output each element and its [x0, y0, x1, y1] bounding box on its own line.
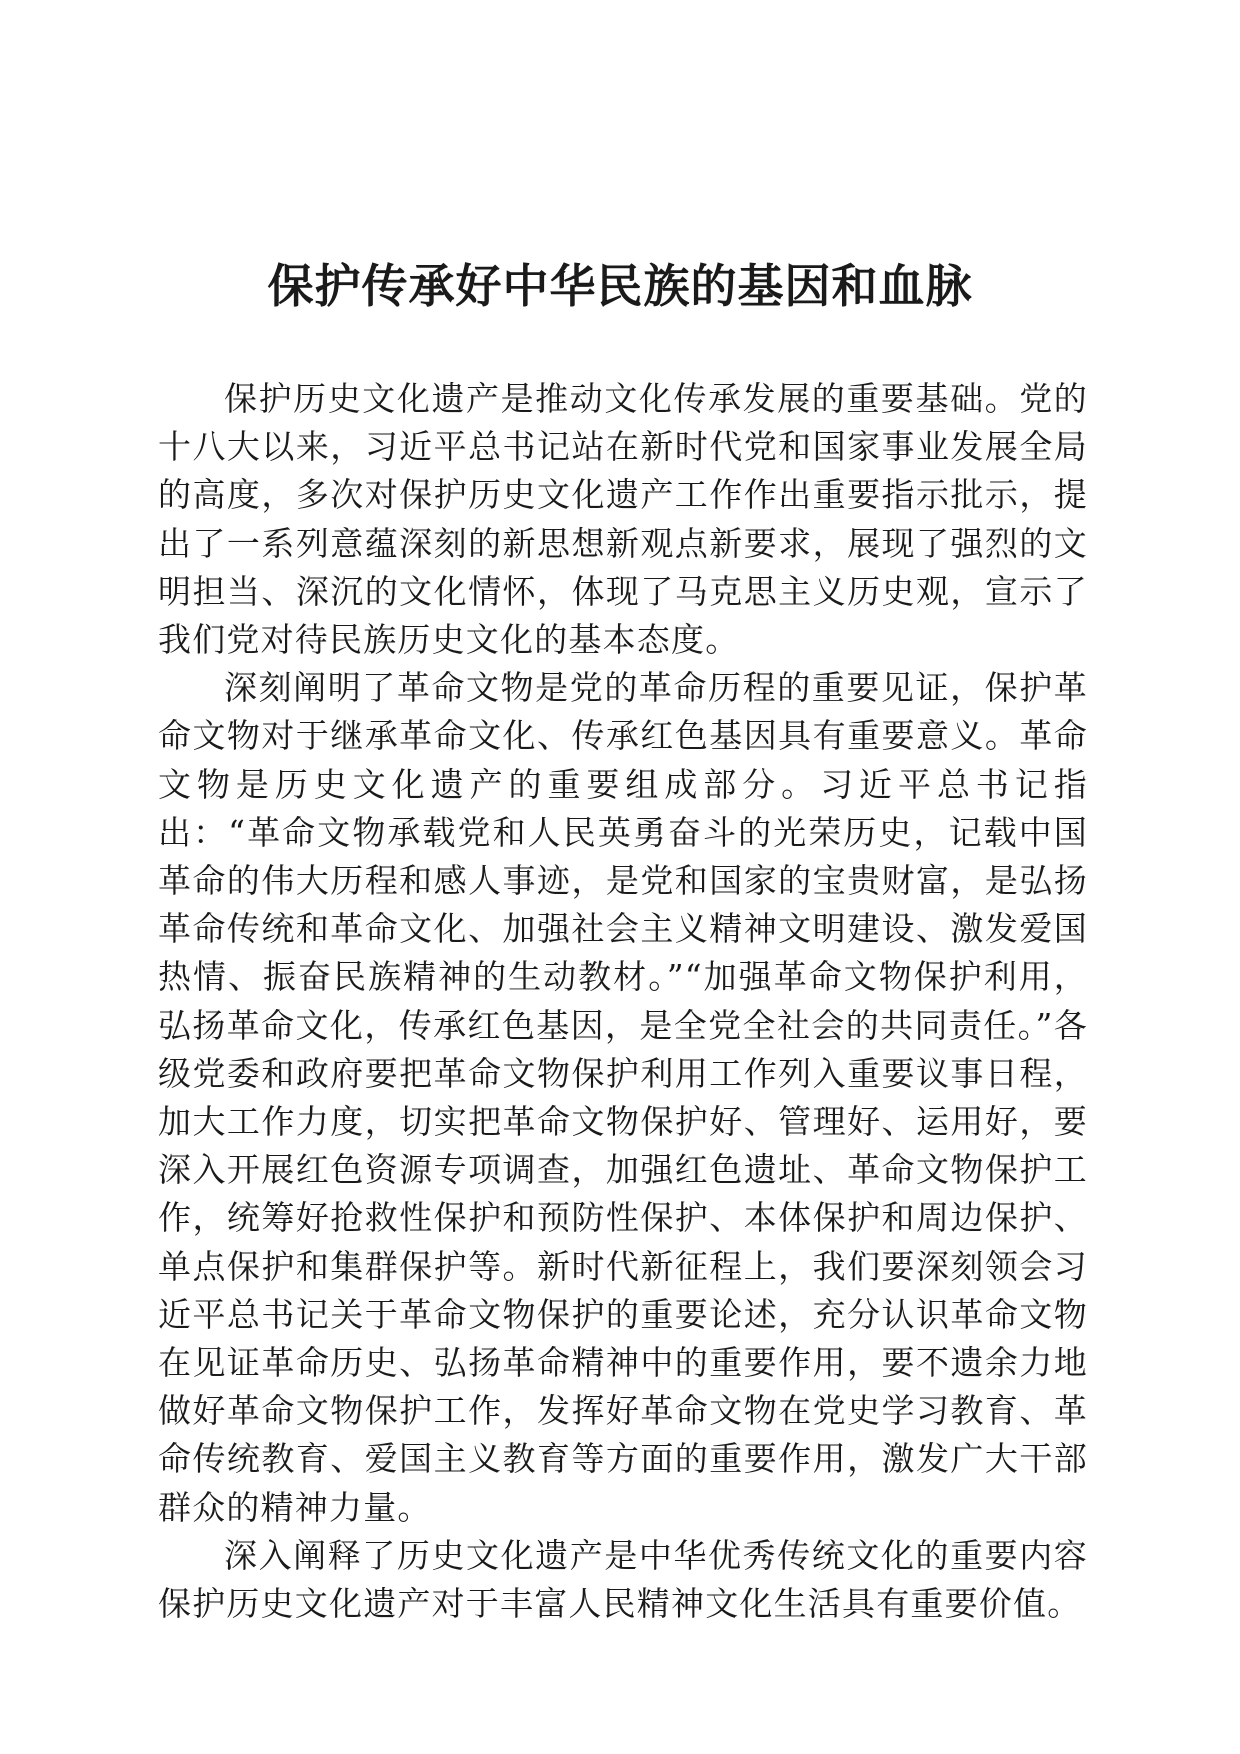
- paragraph-1: 保护历史文化遗产是推动文化传承发展的重要基础。党的十八大以来，习近平总书记站在新时代党和国家事业发展全局的高度，多次对保护历史文化遗产工作作出重要指示批示，提出了一系列意蕴深刻的新思想新观点新要求，展现了强烈的文明担当、深沉的文化情怀，体现了马克思主义历史观，宣示了我们党对待民族历史文化的基本态度。: [158, 379, 1088, 660]
- paragraph-3: 深入阐释了历史文化遗产是中华优秀传统文化的重要内容保护历史文化遗产对于丰富人民精神文化生活具有重要价值。: [158, 1535, 1088, 1624]
- paragraph-2: 深刻阐明了革命文物是党的革命历程的重要见证，保护革命文物对于继承革命文化、传承红色基因具有重要意义。革命文物是历史文化遗产的重要组成部分。习近平总书记指出：“革命文物承载党和人民英勇奋斗的光荣历史，记载中国革命的伟大历程和感人事迹，是党和国家的宝贵财富，是弘扬革命传统和革命文化、加强社会主义精神文明建设、激发爱国热情、振奋民族精神的生动教材。”“加强革命文物保护利用，弘扬革命文化，传承红色基因，是全党全社会的共同责任。”各级党委和政府要把革命文物保护利用工作列入重要议事日程，加大工作力度，切实把革命文物保护好、管理好、运用好，要深入开展红色资源专项调查，加强红色遗址、革命文物保护工作，统筹好抢救性保护和预防性保护、本体保护和周边保护、单点保护和集群保护等。新时代新征程上，我们要深刻领会习近平总书记关于革命文物保护的重要论述，充分认识革命文物在见证革命历史、弘扬革命精神中的重要作用，要不遗余力地做好革命文物保护工作，发挥好革命文物在党史学习教育、革命传统教育、爱国主义教育等方面的重要作用，激发广大干部群众的精神力量。: [158, 668, 1088, 1527]
- document-body: [158, 375, 1088, 1628]
- document-title: 保护传承好中华民族的基因和血脉: [267, 259, 973, 313]
